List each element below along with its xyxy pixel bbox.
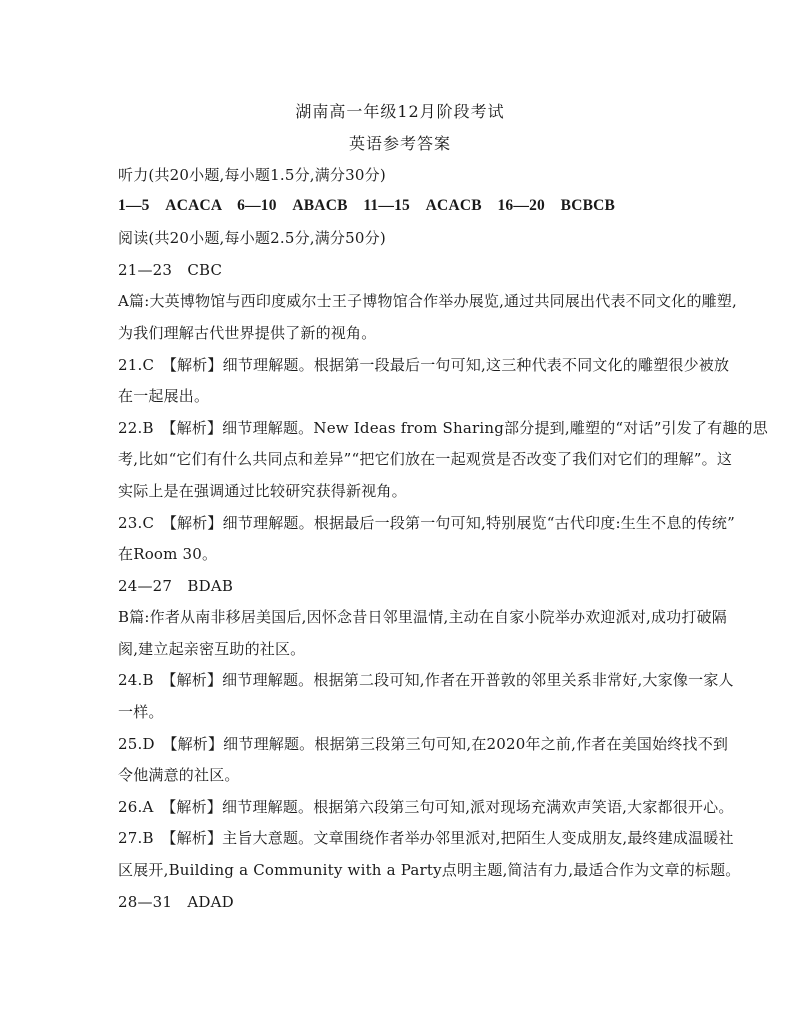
passage-b-summary-line-1: B篇:作者从南非移居美国后,因怀念昔日邻里温情,主动在自家小院举办欢迎派对,成功打破隔	[118, 608, 727, 626]
q26-explanation-line-1: 26.A 【解析】细节理解题。根据第六段第三句可知,派对现场充满欢声笑语,大家都很开心。	[118, 798, 734, 816]
q25-explanation-line-1: 25.D 【解析】细节理解题。根据第三段第三句可知,在2020年之前,作者在美国始终找不到	[118, 735, 729, 753]
q21-explanation-line-1: 21.C 【解析】细节理解题。根据第一段最后一句可知,这三种代表不同文化的雕塑很少被放	[118, 356, 730, 374]
q24-explanation-line-2: 一样。	[118, 703, 164, 721]
q27-explanation-line-2: 区展开,Building a Community with a Party点明主题,简洁有力,最适合作为文章的标题。	[118, 861, 741, 879]
exam-title: 湖南高一年级12月阶段考试	[295, 102, 505, 121]
passage-a-summary-line-2: 为我们理解古代世界提供了新的视角。	[118, 324, 377, 342]
q22-explanation-line-1: 22.B 【解析】细节理解题。New Ideas from Sharing部分提到,雕塑的“对话”引发了有趣的思	[118, 419, 768, 437]
passage-b-summary-line-2: 阂,建立起亲密互助的社区。	[118, 640, 306, 658]
answers-24-27: 24—27 BDAB	[118, 577, 234, 595]
q21-explanation-line-2: 在一起展出。	[118, 387, 210, 405]
answers-28-31: 28—31 ADAD	[118, 893, 234, 911]
q25-explanation-line-2: 令他满意的社区。	[118, 766, 240, 784]
q27-explanation-line-1: 27.B 【解析】主旨大意题。文章围绕作者举办邻里派对,把陌生人变成朋友,最终建成温暖社	[118, 829, 734, 847]
listening-heading: 听力(共20小题,每小题1.5分,满分30分)	[118, 166, 386, 184]
reading-heading: 阅读(共20小题,每小题2.5分,满分50分)	[118, 229, 386, 247]
q22-explanation-line-2: 考,比如“它们有什么共同点和差异”“把它们放在一起观赏是否改变了我们对它们的理解”。这	[118, 450, 733, 468]
answer-key-title: 英语参考答案	[348, 134, 451, 153]
answers-21-23: 21—23 CBC	[118, 261, 223, 279]
q22-explanation-line-3: 实际上是在强调通过比较研究获得新视角。	[118, 482, 407, 500]
q23-explanation-line-1: 23.C 【解析】细节理解题。根据最后一段第一句可知,特别展览“古代印度:生生不息的传统”	[118, 514, 735, 532]
passage-a-summary-line-1: A篇:大英博物馆与西印度威尔士王子博物馆合作举办展览,通过共同展出代表不同文化的雕塑,	[118, 292, 738, 310]
q24-explanation-line-1: 24.B 【解析】细节理解题。根据第二段可知,作者在开普敦的邻里关系非常好,大家像一家人	[118, 671, 734, 689]
listening-answers: 1—5 ACACA 6—10 ABACB 11—15 ACACB 16—20 BCBCB	[118, 197, 616, 214]
q23-explanation-line-2: 在Room 30。	[118, 545, 218, 563]
